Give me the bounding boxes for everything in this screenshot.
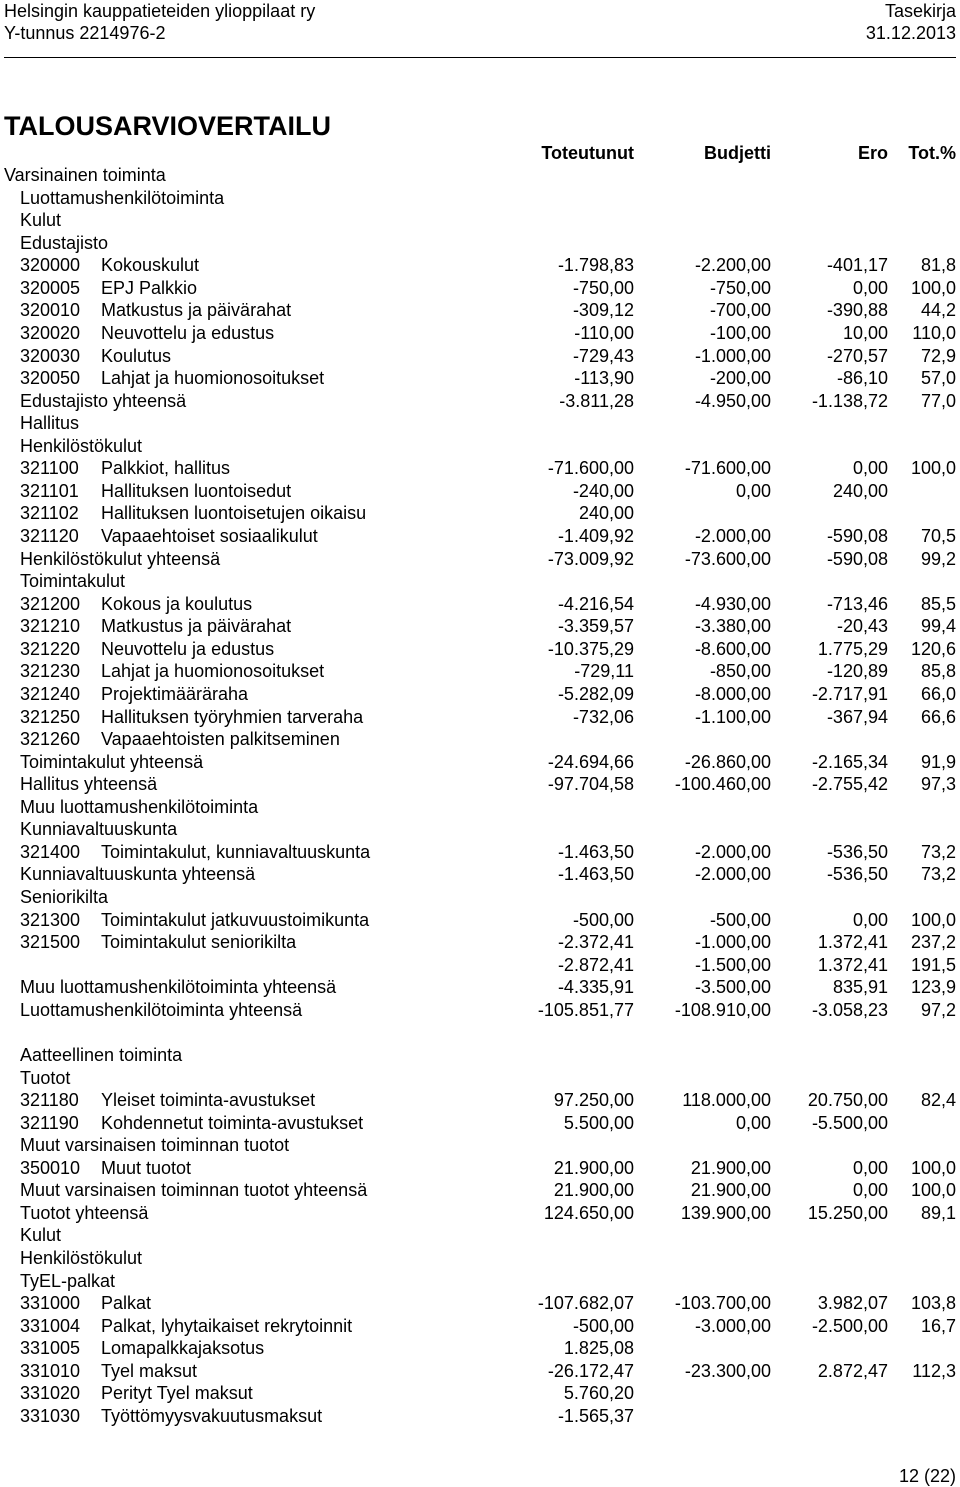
percent-value: 66,0 [920,683,956,704]
percent-value: 99,4 [920,616,956,637]
account-name: Tyel maksut [101,1360,198,1381]
actual-value: -1.798,83 [557,255,634,276]
actual-value: -113,90 [574,368,634,389]
difference-value: -3.058,23 [811,999,888,1020]
actual-value: -732,06 [572,706,634,727]
account-code: 321102 [20,503,79,524]
difference-value: -20,43 [836,616,888,637]
percent-value: 100,0 [910,277,956,298]
budget-value: -23.300,00 [684,1360,771,1381]
difference-value: -713,46 [826,593,888,614]
document-date: 31.12.2013 [865,23,956,43]
difference-value: -86,10 [836,368,888,389]
budget-value: 21.900,00 [690,1180,771,1201]
actual-value: 21.900,00 [553,1180,634,1201]
section-label: Tuotot [20,1067,71,1088]
account-code: 321210 [20,616,81,637]
difference-value: -536,50 [826,841,888,862]
actual-value: -3.359,57 [557,616,634,637]
percent-value: 77,0 [920,390,956,411]
actual-value: -1.409,92 [557,526,634,546]
actual-value: 1.825,08 [563,1338,634,1359]
difference-value: 3.982,07 [817,1293,888,1314]
difference-value: 1.372,41 [817,954,888,975]
difference-value: -2.165,34 [811,751,888,772]
budget-value: -71.600,00 [684,458,771,479]
section-row [0,187,960,210]
section-label: Henkilöstökulut [20,435,143,456]
section-row [0,751,960,774]
account-row [0,931,960,954]
percent-value: 81,8 [920,255,956,276]
actual-value: -1.565,37 [557,1405,634,1426]
budget-comparison-table [0,164,960,1428]
section-label: Aatteellinen toiminta [20,1044,183,1065]
actual-value: -10.375,29 [547,638,634,659]
section-label: Tuotot yhteensä [20,1202,149,1223]
budget-value: 0,00 [735,1112,771,1133]
account-code: 320000 [20,255,81,276]
account-name: Kokous ja koulutus [101,593,253,614]
actual-value: -309,12 [572,300,634,321]
section-row [0,435,960,458]
budget-value: -1.000,00 [694,932,771,953]
section-label: Luottamushenkilötoiminta yhteensä [20,999,303,1020]
actual-value: 124.650,00 [543,1202,634,1223]
section-row [0,1270,960,1293]
percent-value: 57,0 [920,368,956,389]
section-row [0,570,960,593]
account-name: Koulutus [101,345,172,366]
section-row [0,1202,960,1225]
account-row [0,1382,960,1405]
budget-value: -3.380,00 [694,616,771,637]
difference-value: 20.750,00 [807,1090,888,1111]
difference-value: 0,00 [852,277,888,298]
percent-value: 100,0 [910,458,956,479]
budget-value: -2.000,00 [694,864,771,885]
percent-value: 73,2 [920,864,956,885]
difference-value: -2.500,00 [811,1315,888,1336]
account-name: EPJ Palkkio [101,277,198,298]
budget-value: 139.900,00 [680,1202,771,1223]
account-row [0,525,960,548]
section-label: Muu luottamushenkilötoiminta yhteensä [20,977,337,998]
account-row [0,1292,960,1315]
actual-value: -97.704,58 [547,774,634,795]
difference-value: -270,57 [826,345,888,366]
budget-value: -108.910,00 [674,999,771,1020]
section-label: Kunniavaltuuskunta [20,819,178,840]
column-header-difference: Ero [857,143,888,163]
account-code: 321120 [20,526,79,546]
difference-value: 835,91 [832,977,888,998]
difference-value: -590,08 [826,548,888,569]
account-row [0,277,960,300]
section-row [0,232,960,255]
section-row [0,412,960,435]
account-code: 321300 [20,909,81,930]
difference-value: -590,08 [826,526,888,546]
budget-value: -8.600,00 [694,638,771,659]
account-row [0,841,960,864]
section-label: Kulut [20,210,62,231]
business-id: Y-tunnus 2214976-2 [4,23,166,43]
budget-value: -100,00 [709,322,771,343]
percent-value: 100,0 [910,1157,956,1178]
section-label: Muu luottamushenkilötoiminta [20,796,259,817]
difference-value: -2.755,42 [811,774,888,795]
section-row [0,863,960,886]
difference-value: -120,89 [826,661,888,682]
actual-value: 5.760,20 [563,1383,634,1404]
account-row [0,593,960,616]
account-code: 331000 [20,1293,81,1314]
account-row [0,299,960,322]
budget-value: -1.500,00 [694,954,771,975]
account-row [0,1315,960,1338]
section-row [0,1179,960,1202]
percent-value: 91,9 [920,751,956,772]
section-row [0,1021,960,1044]
budget-value: -100.460,00 [674,774,771,795]
page-number: 12 (22) [898,1466,956,1486]
account-row [0,660,960,683]
budget-value: -4.950,00 [694,390,771,411]
actual-value: -71.600,00 [547,458,634,479]
account-row [0,1157,960,1180]
account-name: Kokouskulut [101,255,200,276]
account-code: 331004 [20,1315,81,1336]
section-row [0,818,960,841]
section-label: Henkilöstökulut [20,1248,143,1268]
account-code: 321220 [20,638,81,659]
percent-value: 97,3 [920,774,956,795]
section-row [0,954,960,977]
actual-value: -4.216,54 [557,593,634,614]
account-name: Neuvottelu ja edustus [101,638,275,659]
account-code: 350010 [20,1157,81,1178]
percent-value: 44,2 [920,300,956,321]
section-row [0,390,960,413]
actual-value: -26.172,47 [547,1360,634,1381]
account-name: Matkustus ja päivärahat [101,300,292,321]
budget-value: -73.600,00 [684,548,771,569]
difference-value: 1.372,41 [817,932,888,953]
actual-value: -110,00 [574,322,634,343]
account-row [0,683,960,706]
account-name: Toimintakulut seniorikilta [101,932,297,953]
account-row [0,1405,960,1428]
account-row [0,1360,960,1383]
account-code: 320010 [20,300,81,321]
budget-value: -700,00 [709,300,771,321]
difference-value: 10,00 [842,322,888,343]
account-code: 321250 [20,706,81,727]
actual-value: -750,00 [572,277,634,298]
difference-value: -5.500,00 [811,1112,888,1133]
budget-value: 0,00 [735,480,771,501]
account-name: Matkustus ja päivärahat [101,616,292,637]
budget-value: -500,00 [709,909,771,930]
account-code: 320050 [20,368,81,389]
percent-value: 120,6 [910,638,956,659]
account-row [0,254,960,277]
account-row [0,615,960,638]
percent-value: 191,5 [910,954,956,975]
account-row [0,1337,960,1360]
account-code: 331005 [20,1338,81,1359]
section-row [0,886,960,909]
percent-value: 85,8 [920,661,956,682]
section-row [0,1067,960,1090]
account-name: Palkat [101,1293,152,1314]
account-row [0,638,960,661]
account-code: 321180 [20,1090,79,1111]
difference-value: -536,50 [826,864,888,885]
account-row [0,322,960,345]
account-row [0,367,960,390]
account-name: Toimintakulut jatkuvuustoimikunta [101,909,370,930]
section-label: Kulut [20,1225,62,1246]
account-name: Työttömyysvakuutusmaksut [101,1405,323,1426]
account-row [0,728,960,751]
account-code: 321400 [20,841,81,862]
actual-value: -500,00 [572,1315,634,1336]
actual-value: -3.811,28 [559,390,634,411]
actual-value: -1.463,50 [557,841,634,862]
account-code: 321190 [20,1112,79,1133]
budget-value: -1.000,00 [694,345,771,366]
section-label: Edustajisto [20,232,109,253]
column-header-percent: Tot.% [908,143,956,163]
page-title: TALOUSARVIOVERTAILU [4,111,332,141]
account-code: 321500 [20,932,81,953]
section-row [0,976,960,999]
percent-value: 85,5 [920,593,956,614]
section-label: Seniorikilta [20,887,109,907]
percent-value: 103,8 [910,1293,956,1314]
difference-value: -1.138,72 [811,390,888,411]
budget-value: -103.700,00 [674,1293,771,1314]
percent-value: 99,2 [920,548,956,569]
account-row [0,1089,960,1112]
account-code: 331010 [20,1360,81,1381]
percent-value: 73,2 [920,841,956,862]
account-row [0,909,960,932]
actual-value: -2.872,41 [557,954,634,975]
difference-value: 15.250,00 [807,1202,888,1223]
account-row [0,502,960,525]
budget-value: -2.000,00 [694,526,771,546]
actual-value: -105.851,77 [537,999,634,1020]
section-row [0,209,960,232]
header-divider [4,57,956,58]
actual-value: -73.009,92 [547,548,634,569]
difference-value: 0,00 [852,458,888,479]
account-name: Hallituksen työryhmien tarveraha [101,706,364,727]
difference-value: 2.872,47 [817,1360,888,1381]
percent-value: 100,0 [910,909,956,930]
percent-value: 70,5 [920,526,956,546]
account-row [0,457,960,480]
account-code: 321260 [20,729,81,750]
actual-value: 5.500,00 [563,1112,634,1133]
account-name: Lomapalkkajaksotus [101,1338,265,1359]
account-code: 320020 [20,322,81,343]
section-label: Edustajisto yhteensä [20,390,187,411]
difference-value: -367,94 [826,706,888,727]
account-row [0,345,960,368]
actual-value: 97.250,00 [553,1090,634,1111]
percent-value: 112,3 [912,1360,956,1381]
budget-value: -2.000,00 [694,841,771,862]
account-name: Hallituksen luontoisedut [101,480,292,501]
column-header-budget: Budjetti [704,143,771,163]
actual-value: 240,00 [578,503,634,524]
account-name: Kohdennetut toiminta-avustukset [101,1112,364,1133]
account-name: Neuvottelu ja edustus [101,322,275,343]
section-row [0,164,960,187]
section-label: Toimintakulut yhteensä [20,751,204,772]
budget-value: -2.200,00 [694,255,771,276]
budget-value: -200,00 [709,368,771,389]
difference-value: -390,88 [826,300,888,321]
budget-value: 21.900,00 [690,1157,771,1178]
column-header-actual: Toteutunut [541,143,634,163]
actual-value: -240,00 [572,480,634,501]
account-code: 321101 [20,480,79,501]
section-row [0,773,960,796]
account-name: Yleiset toiminta-avustukset [101,1090,316,1111]
percent-value: 66,6 [920,706,956,727]
account-name: Toimintakulut, kunniavaltuuskunta [101,841,371,862]
account-name: Projektimääräraha [101,683,249,704]
budget-value: -850,00 [709,661,771,682]
account-code: 320030 [20,345,81,366]
budget-value: -1.100,00 [694,706,771,727]
account-name: Lahjat ja huomionosoitukset [101,661,325,682]
percent-value: 89,1 [920,1202,956,1223]
budget-value: 118.000,00 [682,1090,771,1111]
budget-value: -3.000,00 [694,1315,771,1336]
percent-value: 123,9 [910,977,956,998]
section-row [0,548,960,571]
actual-value: -107.682,07 [537,1293,634,1314]
actual-value: -5.282,09 [557,683,634,704]
budget-value: -750,00 [709,277,771,298]
account-name: Palkat, lyhytaikaiset rekrytoinnit [101,1315,353,1336]
actual-value: 21.900,00 [553,1157,634,1178]
percent-value: 97,2 [920,999,956,1020]
account-name: Hallituksen luontoisetujen oikaisu [101,503,367,524]
account-code: 320005 [20,277,81,298]
account-row [0,706,960,729]
organization-name: Helsingin kauppatieteiden ylioppilaat ry [4,1,316,21]
actual-value: -4.335,91 [557,977,634,998]
section-label: Henkilöstökulut yhteensä [20,548,221,569]
account-name: Perityt Tyel maksut [101,1383,253,1404]
section-label: TyEL-palkat [20,1270,116,1291]
section-label: Hallitus [20,413,80,434]
account-row [0,1112,960,1135]
percent-value: 237,2 [910,932,956,953]
actual-value: -2.372,41 [557,932,634,953]
account-code: 321240 [20,683,81,704]
section-label: Muut varsinaisen toiminnan tuotot [20,1135,290,1156]
account-name: Muut tuotot [101,1157,192,1178]
account-name: Vapaaehtoisten palkitseminen [101,729,340,750]
percent-value: 110,0 [912,322,956,343]
difference-value: 240,00 [832,480,888,501]
difference-value: 1.775,29 [817,638,888,659]
actual-value: -1.463,50 [557,864,634,885]
percent-value: 82,4 [920,1090,956,1111]
difference-value: -2.717,91 [811,683,888,704]
section-label: Muut varsinaisen toiminnan tuotot yhteensä [20,1180,368,1201]
budget-value: -4.930,00 [694,593,771,614]
difference-value: 0,00 [852,909,888,930]
percent-value: 16,7 [920,1315,956,1336]
actual-value: -729,43 [572,345,634,366]
account-name: Palkkiot, hallitus [101,458,231,479]
section-row [0,1224,960,1247]
percent-value: 72,9 [920,345,956,366]
section-label: Toimintakulut [20,571,126,592]
section-label: Varsinainen toiminta [4,165,166,185]
section-label: Luottamushenkilötoiminta [20,187,225,208]
budget-value: -8.000,00 [694,683,771,704]
difference-value: -401,17 [826,255,888,276]
section-label: Kunniavaltuuskunta yhteensä [20,864,256,885]
actual-value: -24.694,66 [547,751,634,772]
section-row [0,1247,960,1270]
section-row [0,1044,960,1067]
section-row [0,1134,960,1157]
actual-value: -729,11 [574,661,634,682]
account-code: 321100 [20,458,79,479]
account-code: 331030 [20,1405,81,1426]
document-type: Tasekirja [884,1,956,21]
actual-value: -500,00 [572,909,634,930]
section-row [0,999,960,1022]
account-name: Lahjat ja huomionosoitukset [101,368,325,389]
account-code: 321200 [20,593,81,614]
budget-value: -3.500,00 [694,977,771,998]
account-code: 331020 [20,1383,81,1404]
section-row [0,796,960,819]
budget-value: -26.860,00 [684,751,771,772]
difference-value: 0,00 [852,1180,888,1201]
percent-value: 100,0 [910,1180,956,1201]
section-label: Hallitus yhteensä [20,774,158,795]
account-code: 321230 [20,661,81,682]
difference-value: 0,00 [852,1157,888,1178]
account-name: Vapaaehtoiset sosiaalikulut [101,526,318,546]
account-row [0,480,960,503]
